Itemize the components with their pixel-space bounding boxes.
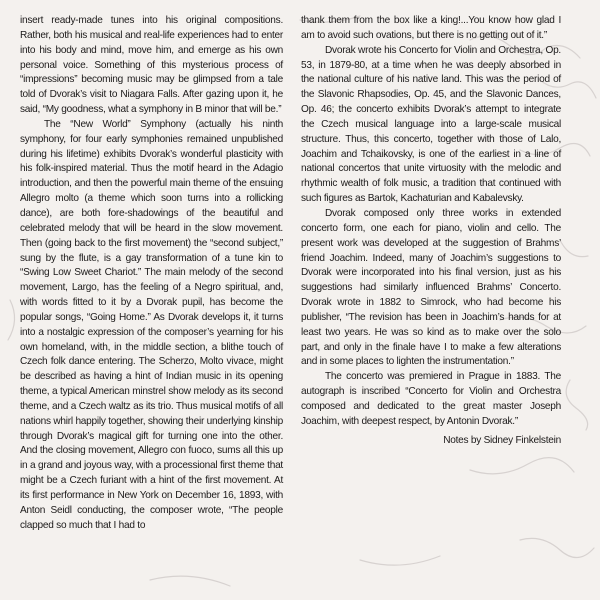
paragraph: The concerto was premiered in Prague in 1883. The autograph is inscribed “Concerto for Violin and Orchestra composed and dedicated to the great master Joseph Joachim, with deepest respect, by Antonin Dvorak.” — [301, 371, 561, 427]
paragraph: The “New World” Symphony (actually his ninth symphony, for four early symphonies remained unpublished during his lifetime) exhibits Dvorak’s wonderful plasticity with his folk-inspired material. Thus the motif heard in the Adagio introduction, and then the powerful main theme of the ensuing Allegro molto (a theme which soon turns into a rollicking dance), are both fore-shadowings of the beautiful and celebrated melody that will be heard in the slow movement. Then (going back to the first movement) the “second subject,” sung by the flute, is a gay transformation of a tune kin to “Swing Low Sweet Chariot.” The main melody of the second movement, Largo, has the feeling of a Negro spiritual, and, with words fitted to it by a Dvorak pupil, has become the popular songs, “Going Home.” As Dvorak develops it, it turns into a nostalgic expression of the composer’s yearning for his own homeland, with, in the middle section, a blithe touch of Czech folk dance entering. The Scherzo, Molto vivace, might be described as having a hint of Indian music in its opening theme, a typical American minstrel show melody as its second theme, and a Czech waltz as its trio. Thus musical motifs of all nations whirl happily together, showing their underlying kinship through Dvorak’s magical gift for turning one into the other. And the closing movement, Allegro con fuoco, sums all this up in a grand and joyous way, with a processional first theme that might be a Czech furiant with a hint of the first movement. At its first performance in New York on December 16, 1893, with Anton Seidl conducting, the composer wrote, “The people clapped so much that I had to — [20, 118, 283, 531]
left-column — [20, 14, 283, 534]
paragraph: Dvorak wrote his Concerto for Violin and Orchestra, Op. 53, in 1879-80, at a time when he was deeply absorbed in the national culture of his native land. This was the period of the Slavonic Rhapsodies, Op. 45, and the Slavonic Dances, Op. 46; the concerto exhibits Dvorak’s attempt to integrate the Czech musical language into a large-scale musical structure. Thus, this concerto, together with those of Lalo, Joachim and Tchaikovsky, is one of the earliest in a line of national concertos that unite virtuosity with the melodic and rhythmic wealth of folk music, a tradition that continued with such figures as Bartok, Kachaturian and Kabalevsky. — [301, 44, 561, 205]
paragraph: insert ready-made tunes into his original compositions. Rather, both his musical and real-life experiences had to enter into his body and mind, move him, and emerge as his own personal voice. Something of this mysterious process of “impressions” becoming music may be glimpsed from a tale told of Dvorak’s visit to Niagara Falls. After gazing upon it, he said, “My goodness, what a symphony in B minor that will be.” — [20, 15, 283, 116]
author-credit: Notes by Sidney Finkelstein — [443, 434, 561, 446]
right-column — [301, 14, 561, 448]
paragraph: Dvorak composed only three works in extended concerto form, one each for piano, violin and cello. The present work was developed at the suggestion of Brahms’ friend Joachim. Indeed, many of Joachim’s suggestions to Dvorak were incorporated into his final version, just as his suggestions had similarly influenced Brahms’ Concerto. Dvorak wrote in 1882 to Simrock, who had become his publisher, “The revision has been in Joachim’s hands for at least two years. He was so kind as to make over the solo part, and only in the finale have I to make a few alterations and in some places to lighten the instrumentation.” — [301, 207, 561, 368]
paragraph: thank them from the box like a king!...You know how glad I am to avoid such ovations, but there is no getting out of it.” — [301, 15, 561, 41]
